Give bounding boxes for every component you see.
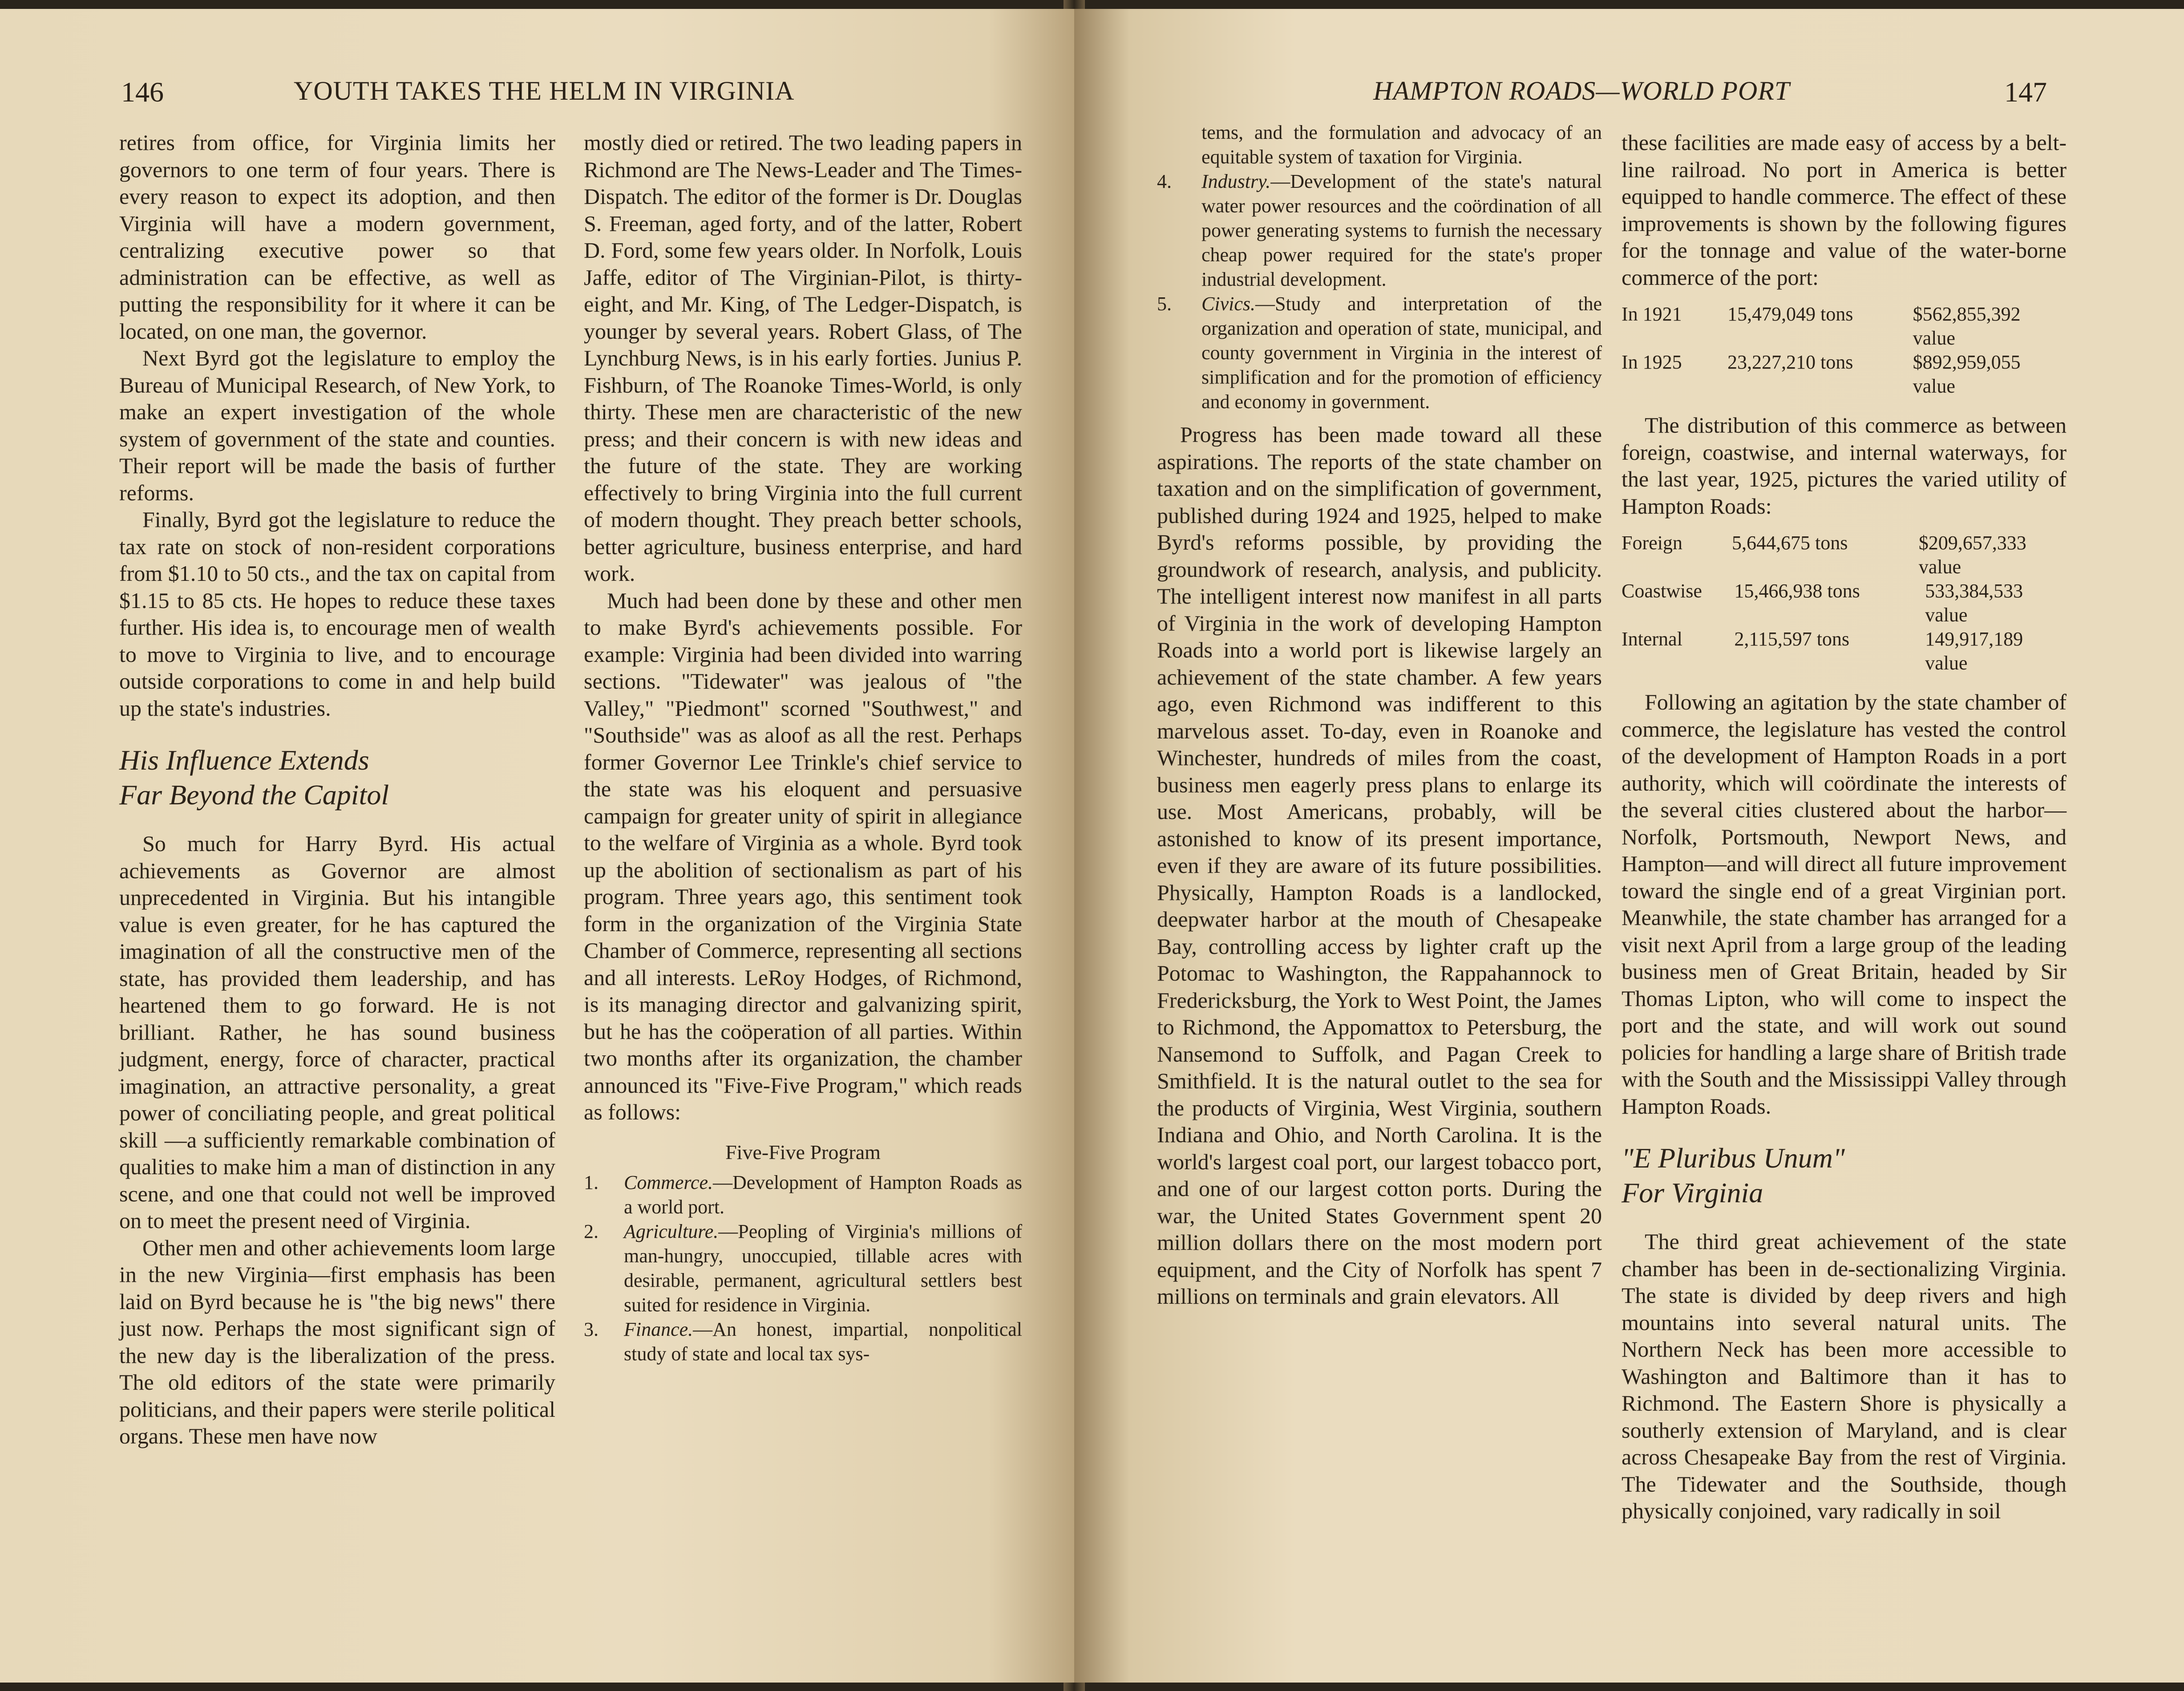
program-item xyxy=(1157,169,1602,292)
running-head: HAMPTON ROADS—WORLD PORT xyxy=(1373,76,1790,105)
table-row xyxy=(1622,627,2067,675)
item-title: Civics. xyxy=(1201,293,1255,315)
running-head: YOUTH TAKES THE HELM IN VIRGINIA xyxy=(294,76,795,105)
item-title: Commerce. xyxy=(624,1172,713,1193)
item-title: Finance. xyxy=(624,1318,693,1340)
table-row xyxy=(1622,531,2067,579)
paragraph: So much for Harry Byrd. His actual achievements as Governor are almost unprecedented in Virginia. But his intangible value is even greater, for he has captured the imagination of all the constructive men of the state, has provided them leadership, and has heartened them to go forward. He is not brilliant. Rather, he has sound business judgment, energy, force of character, practical imagination, an attractive personality, a great power of conciliating people, and great political skill —a sufficiently remarkable combination of qualities to make him a man of distinction in any scene, and one that could not well be improved on to meet the present need of Virginia. xyxy=(119,831,555,1233)
item-text: —Study and interpretation of the organization and operation of state, municipal, and county government in Virginia in the interest of simplification and for the promotion of efficiency and economy in government. xyxy=(1201,293,1602,413)
paragraph: Much had been done by these and other men to make Byrd's achievements possible. For example: Virginia had been divided into warring sections. "Tidewater" was jealous of "the Valley," "Piedmont" scorned "Southwest," and "Southside" was as aloof as all the rest. Perhaps former Governor Lee Trinkle's chief service to the state was his eloquent and persuasive campaign for greater unity of spirit in allegiance to the welfare of Virginia as a whole. Byrd took up the abolition of sectionalism as part of his program. Three years ago, this sentiment took form in the organization of the Virginia State Chamber of Commerce, representing all sections and all interests. LeRoy Hodges, of Richmond, is its managing director and galvanizing spirit, but he has the coöperation of all parties. Within two months after its organization, the chamber announced its "Five-Five Program," which reads as follows: xyxy=(584,588,1022,1124)
paragraph: these facilities are made easy of access by a belt-line railroad. No port in America is better equipped to handle commerce. The effect of these improvements is shown by the following figures for the tonnage and value of the water-borne commerce of the port: xyxy=(1622,130,2067,290)
item-number: 3. xyxy=(584,1318,599,1340)
row-label: In 1921 xyxy=(1622,303,1682,325)
row-tons: 5,644,675 tons xyxy=(1732,532,1848,554)
program-item xyxy=(584,1219,1022,1317)
row-value: 533,384,533 value xyxy=(1925,580,2023,626)
table-row xyxy=(1622,302,2067,350)
program-item xyxy=(584,1317,1022,1366)
row-tons: 2,115,597 tons xyxy=(1734,628,1850,650)
paragraph: The third great achievement of the state chamber has been in de-sectionalizing Virginia. The state is divided by deep rivers and high mountains into several natural units. The Northern Neck has been more accessible to Washington and Baltimore than it has to Richmond. The Eastern Shore is physically a southerly extension of Maryland, and is clear across Chesapeake Bay from the rest of Virginia. The Tidewater and the Southside, though physically conjoined, vary radically in soil xyxy=(1622,1229,2067,1523)
program-title: Five-Five Program xyxy=(725,1140,881,1164)
subhead-line: His Influence Extends xyxy=(119,744,369,776)
item-title: Industry. xyxy=(1201,170,1271,192)
item-text: —An honest, impartial, nonpolitical study of state and local tax sys- xyxy=(624,1318,1022,1365)
item-title: Agriculture. xyxy=(624,1221,719,1242)
row-value: $892,959,055 value xyxy=(1913,351,2021,397)
table-row xyxy=(1622,579,2067,627)
row-label: Coastwise xyxy=(1622,580,1702,602)
row-tons: 23,227,210 tons xyxy=(1727,351,1853,373)
table-row xyxy=(1622,350,2067,398)
row-label: Internal xyxy=(1622,628,1682,650)
paragraph: Next Byrd got the legislature to employ the Bureau of Municipal Research, of New York, to make an expert investigation of the whole system of government of the state and counties. Their report will be made the basis of further reforms. xyxy=(119,345,555,505)
page-number: 146 xyxy=(121,76,164,108)
item-text: —Development of the state's natural water power resources and the coördination of all power generating systems to furnish the necessary cheap power required for the state's proper industrial development. xyxy=(1201,170,1602,290)
right-column-1 xyxy=(1157,120,1602,1310)
tonnage-table-distribution xyxy=(1622,531,2067,675)
section-subhead xyxy=(1622,1141,2067,1210)
item-number: 4. xyxy=(1157,170,1172,192)
item-text: —Peopling of Virginia's millions of man-hungry, unoccupied, tillable acres with desirable, permanent, agricultural settlers best suited for residence in Virginia. xyxy=(624,1221,1022,1316)
row-value: 149,917,189 value xyxy=(1925,628,2023,674)
item-number: 1. xyxy=(584,1172,599,1193)
left-page xyxy=(0,9,1074,1683)
left-column-2 xyxy=(584,129,1022,1366)
item-text: tems, and the formulation and advocacy of an equitable system of taxation for Virginia. xyxy=(1201,122,1602,168)
section-subhead xyxy=(119,743,555,812)
row-label: In 1925 xyxy=(1622,351,1682,373)
row-tons: 15,466,938 tons xyxy=(1734,580,1860,602)
paragraph: Following an agitation by the state chamber of commerce, the legislature has vested the control of the development of Hampton Roads in a port authority, which will coördinate the interests of the several cities clustered about the harbor—Norfolk, Portsmouth, Newport News, and Hampton—and will direct all future improvement toward the single end of a great Virginian port. Meanwhile, the state chamber has arranged for a visit next April from a large group of the leading business men of Great Britain, headed by Sir Thomas Lipton, who will come to inspect the port and the state, and will work out sound policies for handling a large share of British trade with the South and the Mississippi Valley through Hampton Roads. xyxy=(1622,689,2067,1119)
program-item-continued xyxy=(1157,120,1602,169)
paragraph: mostly died or retired. The two leading papers in Richmond are The News-Leader and The Times-Dispatch. The editor of the former is Dr. Douglas S. Freeman, aged forty, and of the latter, Robert D. Ford, some few years older. In Norfolk, Louis Jaffe, editor of The Virginian-Pilot, is thirty-eight, and Mr. King, of The Ledger-Dispatch, is younger by several years. Robert Glass, of The Lynchburg News, is in his early forties. Junius P. Fishburn, of The Roanoke Times-World, is only thirty. These men are characteristic of the new press; and their concern is with new ideas and the future of the state. They are working effectively to bring Virginia into the full current of modern thought. They preach better schools, better agriculture, business enterprise, and hard work. xyxy=(584,130,1022,586)
item-text: —Development of Hampton Roads as a world port. xyxy=(624,1172,1022,1218)
left-column-1 xyxy=(119,129,555,1450)
paragraph: Progress has been made toward all these aspirations. The reports of the state chamber on taxation and on the simplification of government, published during 1924 and 1925, helped to make Byrd's reforms possible, by providing the groundwork of research, analysis, and publicity. The intelligent interest now manifest in all parts of Virginia in the work of developing Hampton Roads into a world port is likewise largely an achievement of the state chamber. A few years ago, even Richmond was indifferent to this marvelous asset. To-day, even in Roanoke and Winchester, hundreds of miles from the coast, business men eagerly press plans to enlarge its use. Most Americans, probably, will be astonished to know of its present importance, even if they are aware of its future possibilities. Physically, Hampton Roads is a landlocked, deepwater harbor at the mouth of Chesapeake Bay, controlling access by lighter craft up the Potomac to Washington, the Rappahannock to Fredericksburg, the York to West Point, the James to Richmond, the Appomattox to Petersburg, the Nansemond to Suffolk, and Pagan Creek to Smithfield. It is the natural outlet to the sea for the products of Virginia, West Virginia, southern Indiana and Ohio, and North Carolina. It is the world's largest coal port, our largest tobacco port, and one of our largest cotton ports. During the war, the United States Government spent 20 million dollars there on the most modern port equipment, and the City of Norfolk has spent 7 millions on terminals and grain elevators. All xyxy=(1157,422,1602,1309)
program-item xyxy=(1157,292,1602,414)
right-column-2 xyxy=(1622,129,2067,1525)
paragraph: The distribution of this commerce as between foreign, coastwise, and internal waterways, for the last year, 1925, pictures the varied utility of Hampton Roads: xyxy=(1622,413,2067,519)
row-label: Foreign xyxy=(1622,532,1682,554)
subhead-line: "E Pluribus Unum" xyxy=(1622,1142,1845,1174)
page-number: 147 xyxy=(2004,76,2047,108)
subhead-line: For Virginia xyxy=(1622,1177,1763,1208)
program-item xyxy=(584,1170,1022,1219)
row-value: $562,855,392 value xyxy=(1913,303,2021,349)
row-tons: 15,479,049 tons xyxy=(1727,303,1853,325)
paragraph: retires from office, for Virginia limits her governors to one term of four years. There is every reason to expect its adoption, and then Virginia will have a modern government, centralizing executive power so that administration can be effective, as well as putting the responsibility for it where it can be located, on one man, the governor. xyxy=(119,130,555,344)
tonnage-table-years xyxy=(1622,302,2067,398)
right-page xyxy=(1074,9,2184,1683)
item-number: 5. xyxy=(1157,293,1172,315)
item-number: 2. xyxy=(584,1221,599,1242)
subhead-line: Far Beyond the Capitol xyxy=(119,779,389,811)
row-value: $209,657,333 value xyxy=(1918,532,2026,578)
paragraph: Other men and other achievements loom large in the new Virginia—first emphasis has been laid on Byrd because he is "the big news" there just now. Perhaps the most significant sign of the new day is the liberalization of the press. The old editors of the state were primarily politicians, and their papers were sterile political organs. These men have now xyxy=(119,1235,555,1448)
paragraph: Finally, Byrd got the legislature to reduce the tax rate on stock of non-resident corporations from $1.10 to 50 cts., and the tax on capital from $1.15 to 85 cts. He hopes to reduce these taxes further. His idea is, to encourage men of wealth to move to Virginia to live, and to encourage outside corporations to come in and help build up the state's industries. xyxy=(119,507,555,721)
